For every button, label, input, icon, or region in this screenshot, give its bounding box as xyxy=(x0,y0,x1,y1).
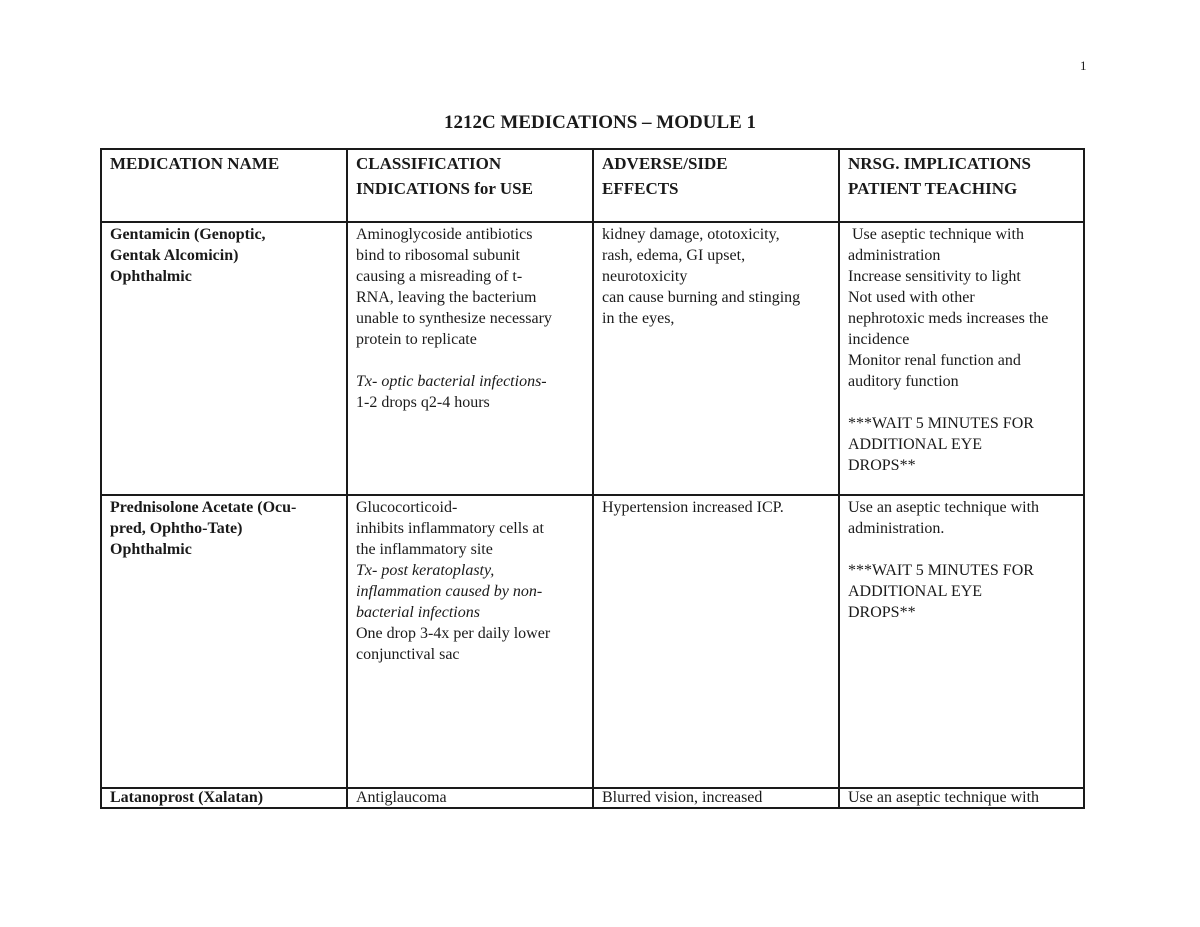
classification-line: causing a misreading of t- xyxy=(356,268,523,285)
medication-name-cell xyxy=(101,788,347,808)
adverse-effect-line: neurotoxicity xyxy=(602,268,688,285)
wait-warning-line: DROPS** xyxy=(848,604,916,621)
dosage-line: One drop 3-4x per daily lower xyxy=(356,625,551,642)
classification-cell xyxy=(347,222,593,495)
nursing-line: Use aseptic technique with xyxy=(848,226,1024,243)
nursing-line: Use an aseptic technique with xyxy=(848,499,1040,516)
classification-line: protein to replicate xyxy=(356,331,477,348)
table-row xyxy=(101,222,1084,495)
header-classification xyxy=(347,149,593,222)
wait-warning-line: DROPS** xyxy=(848,457,916,474)
dosage-line: 1-2 drops q2-4 hours xyxy=(356,394,490,411)
wait-warning-line: ADDITIONAL EYE xyxy=(848,583,983,600)
nursing-line: Monitor renal function and xyxy=(848,352,1021,369)
classification-line: unable to synthesize necessary xyxy=(356,310,552,327)
medication-name-cell xyxy=(101,495,347,788)
nursing-line: administration. xyxy=(848,520,945,537)
medication-name-line: Prednisolone Acetate (Ocu- xyxy=(110,499,297,516)
medication-name-cell xyxy=(101,222,347,495)
nursing-implications-cell xyxy=(839,222,1084,495)
indication-line: bacterial infections xyxy=(356,604,480,621)
classification-line: the inflammatory site xyxy=(356,541,493,558)
nursing-implications-cell xyxy=(839,495,1084,788)
wait-warning-line: ***WAIT 5 MINUTES FOR xyxy=(848,562,1034,579)
adverse-effects-cell xyxy=(593,788,839,808)
nursing-line: administration xyxy=(848,247,941,264)
classification-cell xyxy=(347,788,593,808)
header-line: PATIENT TEACHING xyxy=(848,179,1018,198)
medication-name-line: Ophthalmic xyxy=(110,268,192,285)
indication-line: inflammation caused by non- xyxy=(356,583,543,600)
header-adverse-effects xyxy=(593,149,839,222)
classification-line: Antiglaucoma xyxy=(356,789,447,806)
adverse-effect-line: kidney damage, ototoxicity, xyxy=(602,226,780,243)
medication-name-line: Gentak Alcomicin) xyxy=(110,247,239,264)
medication-name-line: Ophthalmic xyxy=(110,541,192,558)
classification-line: inhibits inflammatory cells at xyxy=(356,520,544,537)
classification-line: RNA, leaving the bacterium xyxy=(356,289,537,306)
adverse-effects-cell xyxy=(593,495,839,788)
adverse-effect-line: in the eyes, xyxy=(602,310,675,327)
header-medication-name xyxy=(101,149,347,222)
header-line: EFFECTS xyxy=(602,179,679,198)
header-line: CLASSIFICATION xyxy=(356,154,502,173)
wait-warning-line: ADDITIONAL EYE xyxy=(848,436,983,453)
nursing-line: nephrotoxic meds increases the xyxy=(848,310,1049,327)
document-title: 1212C MEDICATIONS – MODULE 1 xyxy=(443,112,757,133)
header-line: NRSG. IMPLICATIONS xyxy=(848,154,1031,173)
nursing-line: auditory function xyxy=(848,373,959,390)
header-line: MEDICATION NAME xyxy=(110,154,280,173)
indication-line: Tx- post keratoplasty, xyxy=(356,562,495,579)
nursing-line: Use an aseptic technique with xyxy=(848,789,1040,806)
nursing-implications-cell xyxy=(839,788,1084,808)
paragraph-gap xyxy=(848,539,1076,560)
medication-name-line: Latanoprost (Xalatan) xyxy=(110,789,264,806)
nursing-line: incidence xyxy=(848,331,910,348)
adverse-effects-cell xyxy=(593,222,839,495)
table-header-row xyxy=(101,149,1084,222)
classification-line: Aminoglycoside antibiotics xyxy=(356,226,533,243)
adverse-effect-line: Hypertension increased ICP. xyxy=(602,499,784,516)
wait-warning-line: ***WAIT 5 MINUTES FOR xyxy=(848,415,1034,432)
nursing-line: Increase sensitivity to light xyxy=(848,268,1021,285)
medication-name-line: pred, Ophtho-Tate) xyxy=(110,520,243,537)
adverse-effect-line: can cause burning and stinging xyxy=(602,289,801,306)
classification-cell xyxy=(347,495,593,788)
medication-name-line: Gentamicin (Genoptic, xyxy=(110,226,266,243)
adverse-effect-line: rash, edema, GI upset, xyxy=(602,247,746,264)
adverse-effect-line: Blurred vision, increased xyxy=(602,789,763,806)
header-nursing-implications xyxy=(839,149,1084,222)
header-line: INDICATIONS for USE xyxy=(356,179,533,198)
dosage-line: conjunctival sac xyxy=(356,646,460,663)
table-row xyxy=(101,788,1084,808)
paragraph-gap xyxy=(356,350,585,371)
nursing-line: Not used with other xyxy=(848,289,975,306)
paragraph-gap xyxy=(848,392,1076,413)
table-row xyxy=(101,495,1084,788)
indication-line: Tx- optic bacterial infections- xyxy=(356,373,547,390)
page-number: 1 xyxy=(1080,58,1087,73)
header-line: ADVERSE/SIDE xyxy=(602,154,728,173)
classification-line: Glucocorticoid- xyxy=(356,499,458,516)
classification-line: bind to ribosomal subunit xyxy=(356,247,520,264)
medications-table xyxy=(100,148,1085,809)
